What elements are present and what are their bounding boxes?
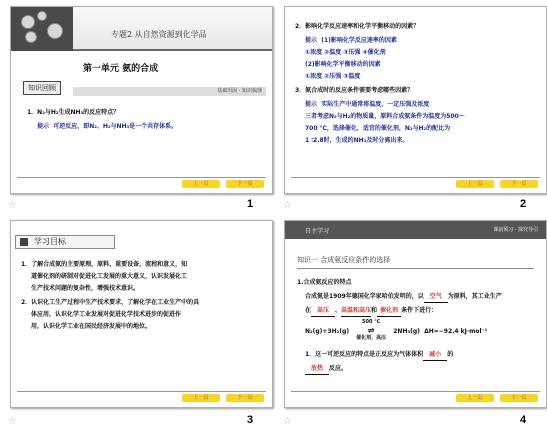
chapter-subtitle: 专题2 从自然资源到化学品 bbox=[111, 30, 207, 39]
answer-2-text-1: (1)影响化学反应速率的因素 bbox=[321, 37, 397, 44]
lesson-title: 第一单元 氨的合成 bbox=[83, 64, 159, 74]
slide-nav bbox=[182, 180, 264, 188]
equation-condition-top: 500 ℃ bbox=[362, 319, 381, 325]
answer-3-line-3: 700 ℃，选择催化，适宜的催化剂，N₂与H₂的配比为 bbox=[305, 125, 451, 132]
prev-page-button[interactable]: 上一页 bbox=[456, 180, 494, 188]
slide-2[interactable] bbox=[284, 6, 547, 194]
point-1-line-3 bbox=[305, 349, 453, 361]
equation-condition-bottom: 催化剂、高压 bbox=[356, 335, 387, 341]
prev-page-button[interactable]: 上一页 bbox=[182, 180, 220, 188]
answer-3-line-4: 1 ∶2.8时，生成的NH₃及时分离出来。 bbox=[305, 137, 409, 144]
equation-reactants: N₂(g)+3H₂(g) bbox=[305, 328, 350, 335]
section-bar bbox=[73, 87, 266, 96]
star-icon: ☆ bbox=[8, 200, 17, 211]
equation-arrow: 500 ℃ ⇌ 催化剂、高压 bbox=[351, 325, 391, 337]
hint-label: 提示 bbox=[37, 123, 50, 130]
page-number: 1 bbox=[247, 198, 254, 210]
slide-3[interactable] bbox=[10, 220, 273, 408]
self-study-label: 自主学习 bbox=[305, 228, 330, 235]
learning-goals-title: 学习目标 bbox=[34, 237, 66, 246]
bullet-square-icon bbox=[20, 238, 28, 246]
star-icon: ☆ bbox=[283, 200, 292, 211]
goal-2-line-3: 用，认识化学工业在国民经济发展中的地位。 bbox=[31, 323, 152, 330]
text-run: 合成氨是1909年德国化学家哈伯发明的，以 bbox=[305, 293, 424, 300]
answer-1 bbox=[37, 121, 177, 132]
text-run: 1．这一可逆反应的特点是正反应为气体体积 bbox=[305, 351, 424, 358]
next-page-button[interactable]: 下一页 bbox=[500, 394, 538, 402]
star-icon: ☆ bbox=[283, 416, 292, 427]
fill-blank: 催化剂 bbox=[377, 305, 401, 317]
fill-blank: 放热 bbox=[305, 363, 329, 375]
hint-label: 提示 bbox=[305, 37, 318, 44]
footer-divider bbox=[291, 177, 540, 178]
learning-goals-header bbox=[15, 235, 115, 249]
page-number: 3 bbox=[247, 414, 254, 426]
text-run: 条件下进行： bbox=[401, 307, 438, 314]
footer-divider bbox=[291, 391, 540, 392]
text-run: 、 bbox=[335, 307, 342, 314]
answer-2-line-1 bbox=[305, 35, 397, 46]
goal-1-line-3: 生产技术问题的复杂性，增强技术意识。 bbox=[31, 285, 140, 292]
point-1-line-1 bbox=[305, 291, 502, 303]
section-title: 知识一 合成氨反应条件的选择 bbox=[297, 255, 534, 269]
footer-divider bbox=[17, 177, 266, 178]
next-page-button[interactable]: 下一页 bbox=[500, 180, 538, 188]
slide-4[interactable] bbox=[284, 220, 547, 408]
page-number: 2 bbox=[520, 198, 527, 210]
text-run: 在 bbox=[305, 307, 312, 314]
reaction-equation bbox=[305, 319, 488, 341]
fill-blank: 减小 bbox=[423, 349, 447, 361]
slide-nav bbox=[182, 394, 264, 402]
fill-blank: 高压 bbox=[311, 305, 335, 317]
star-icon: ☆ bbox=[8, 416, 17, 427]
slide-top-bar bbox=[285, 221, 546, 239]
answer-3-text-1: 实际生产中通常将温度、一定压强及浓度 bbox=[321, 101, 430, 108]
prev-page-button[interactable]: 上一页 bbox=[456, 394, 494, 402]
slide-1[interactable] bbox=[10, 6, 273, 194]
text-run: 反应。 bbox=[329, 365, 348, 372]
equation-products: 2NH₃(g) bbox=[393, 328, 420, 335]
text-run: 和 bbox=[371, 307, 378, 314]
next-page-button[interactable]: 下一页 bbox=[226, 180, 264, 188]
hint-label: 提示 bbox=[305, 101, 318, 108]
answer-2-line-2: ①浓度 ②温度 ③压强 ④催化剂 bbox=[305, 49, 386, 56]
section-bar-text: 基础巩固 · 知识梳理 bbox=[217, 88, 262, 94]
fill-blank: 高温和高压 bbox=[341, 305, 371, 317]
answer-1-text: 可逆反应，即N₂、H₂与NH₃是一个共存体系。 bbox=[53, 123, 178, 130]
text-run: 的 bbox=[447, 351, 454, 358]
knowledge-review-tag[interactable]: 知识回顾 bbox=[23, 81, 61, 95]
question-3: 3．氨合成时的反应条件需要考虑哪些因素？ bbox=[295, 87, 414, 94]
question-2: 2．影响化学反应速率和化学平衡移动的因素？ bbox=[295, 23, 420, 30]
molecule-logo-icon bbox=[11, 7, 73, 51]
answer-3-line-2: 三者考虑N₂与H₂的物质量，原料合成氨条件为温度为500～ bbox=[305, 113, 465, 120]
next-page-button[interactable]: 下一页 bbox=[226, 394, 264, 402]
text-run: 为原料，其工业生产 bbox=[447, 293, 502, 300]
fill-blank: 空气 bbox=[424, 291, 448, 303]
point-1-line-2 bbox=[305, 305, 437, 317]
question-1: 1．N₂与H₂生成NH₃的反应特点？ bbox=[27, 109, 120, 116]
slide-header-banner bbox=[11, 7, 272, 51]
goal-1-line-1: 1．了解合成氨的主要原理、原料、重要设备、流程和意义，知 bbox=[21, 261, 188, 268]
prev-page-button[interactable]: 上一页 bbox=[182, 394, 220, 402]
answer-2-line-3: (2)影响化学平衡移动的因素 bbox=[305, 61, 381, 68]
slide-nav bbox=[456, 394, 538, 402]
point-1-line-4 bbox=[305, 363, 347, 375]
goal-2-line-1: 2．认识化工生产过程中生产技术要求，了解化学在工业生产中的具 bbox=[21, 299, 200, 306]
top-right-label: 课前预习 · 探究导引 bbox=[493, 227, 538, 233]
slide-nav bbox=[456, 180, 538, 188]
goal-2-line-2: 体应用，认识化学工业发展对促进化学技术进步的促进作 bbox=[31, 311, 182, 318]
answer-2-line-4: ①浓度 ②压强 ③温度 bbox=[305, 73, 361, 80]
page-number: 4 bbox=[520, 414, 527, 426]
footer-divider bbox=[17, 391, 266, 392]
answer-3-line-1 bbox=[305, 99, 429, 110]
goal-1-line-2: 道催化剂的研制对促进化工发展的重大意义，认识发展化工 bbox=[31, 273, 188, 280]
point-1-heading: 1.合成氨反应的特点 bbox=[297, 279, 352, 286]
equation-enthalpy: ΔH=−92.4 kJ·mol⁻¹ bbox=[424, 328, 488, 335]
